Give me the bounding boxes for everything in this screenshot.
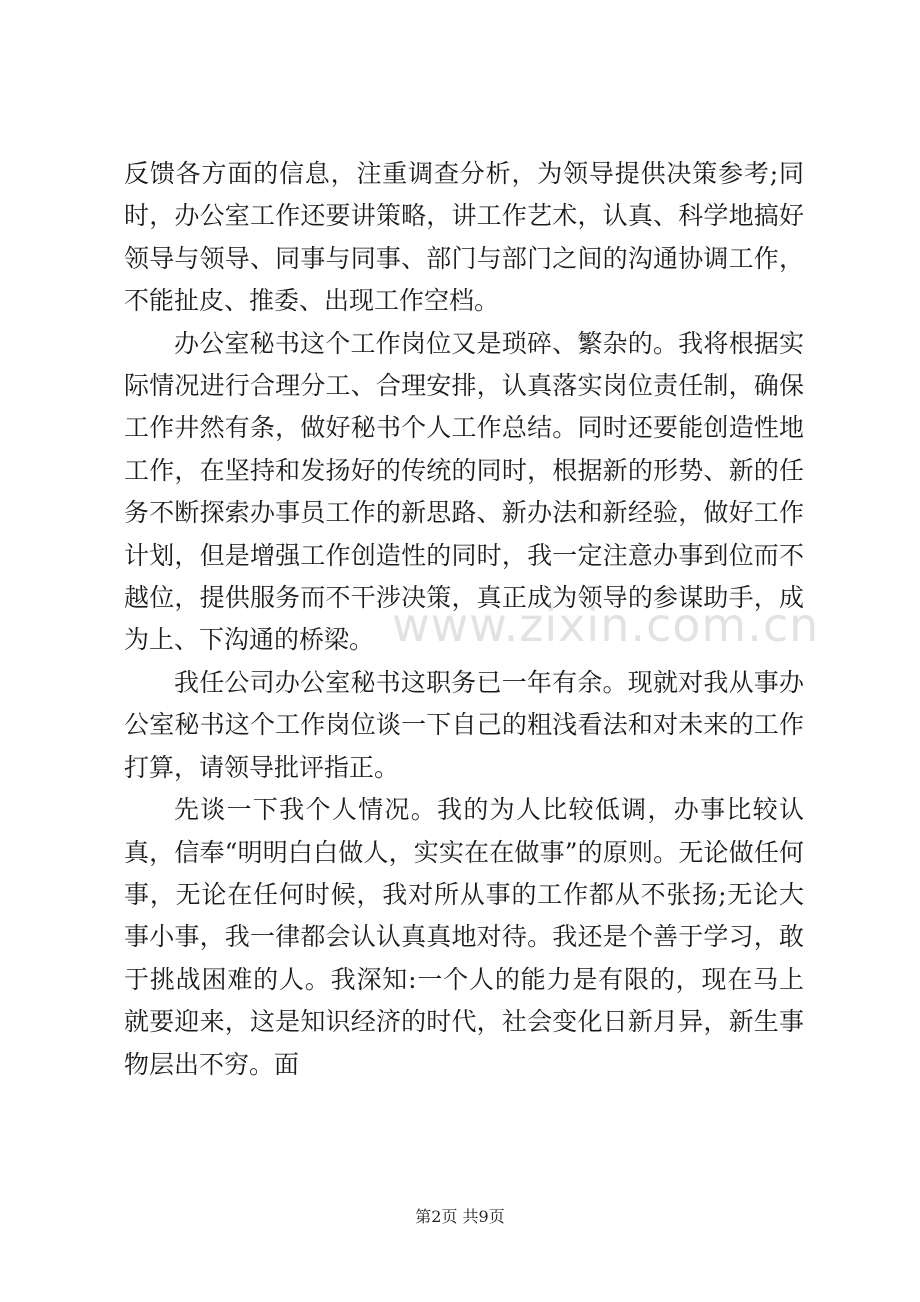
- paragraph-3: 我任公司办公室秘书这职务已一年有余。现就对我从事办公室秘书这个工作岗位谈一下自己的粗浅看法和对未来的工作打算，请领导批评指正。: [124, 667, 804, 782]
- paragraph-4: 先谈一下我个人情况。我的为人比较低调，办事比较认真，信奉“明明白白做人，实实在在做事”的原则。无论做任何事，无论在任何时候，我对所从事的工作都从不张扬;无论大事小事，我一律都会认认真真地对待。我还是个善于学习，敢于挑战困难的人。我深知:一个人的能力是有限的，现在马上就要迎来，这是知识经济的时代，社会变化日新月异，新生事物层出不穷。面: [124, 795, 804, 1079]
- paragraph-1: 反馈各方面的信息，注重调查分析，为领导提供决策参考;同时，办公室工作还要讲策略，讲工作艺术，认真、科学地搞好领导与领导、同事与同事、部门与部门之间的沟通协调工作，不能扯皮、推委、出现工作空档。: [124, 159, 804, 316]
- watermark-text: www.zixin.com.cn: [392, 598, 820, 652]
- page-footer: 第2页 共9页: [415, 1207, 505, 1226]
- paragraph-2: 办公室秘书这个工作岗位又是琐碎、繁杂的。我将根据实际情况进行合理分工、合理安排，认真落实岗位责任制，确保工作井然有条，做好秘书个人工作总结。同时还要能创造性地工作，在坚持和发扬好的传统的同时，根据新的形势、新的任务不断探索办事员工作的新思路、新办法和新经验，做好工作计划，但是增强工作创造性的同时，我一定注意办事到位而不越位，提供服务而不干涉决策，真正成为领导的参谋助手，成为上、下沟通的桥梁。: [124, 328, 804, 655]
